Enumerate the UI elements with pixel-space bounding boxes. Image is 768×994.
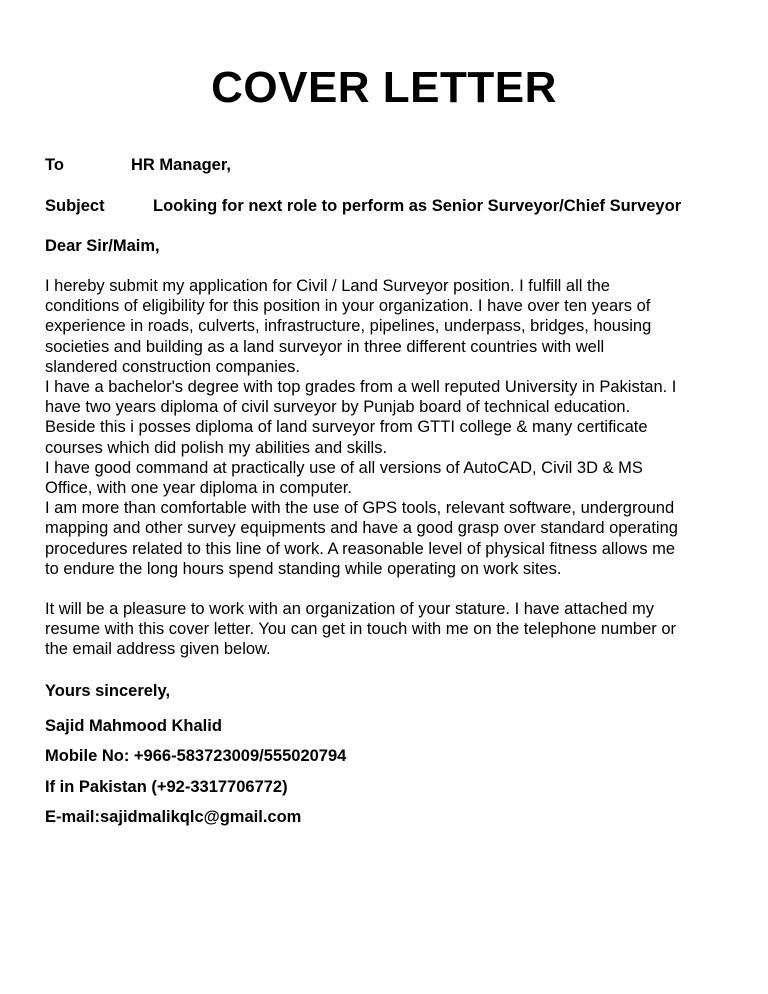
subject-line [45, 196, 681, 216]
to-line [45, 155, 231, 175]
body-line: Beside this i posses diploma of land surveyor from GTTI college & many certificate [45, 418, 648, 437]
body-line: the email address given below. [45, 640, 271, 659]
body-line: procedures related to this line of work. A reasonable level of physical fitness allows me [45, 539, 676, 558]
mobile-number: Mobile No: +966-583723009/555020794 [45, 747, 347, 765]
body-line: I am more than comfortable with the use of GPS tools, relevant software, underground [45, 499, 675, 518]
body-line: resume with this cover letter. You can get in touch with me on the telephone number or [45, 620, 677, 639]
body-line: I have good command at practically use of all versions of AutoCAD, Civil 3D & MS [45, 458, 643, 477]
to-label: To [45, 156, 64, 174]
document-title: COVER LETTER [211, 63, 557, 112]
body-line: Office, with one year diploma in computer. [45, 479, 352, 498]
salutation: Dear Sir/Maim, [45, 237, 160, 255]
body-line: mapping and other survey equipments and have a good grasp over standard operating [45, 519, 678, 538]
body-line: societies and building as a land surveyor in three different countries with well [45, 337, 605, 356]
to-recipient: HR Manager, [131, 156, 231, 174]
subject-label: Subject [45, 197, 105, 215]
pakistan-number: If in Pakistan (+92-3317706772) [45, 778, 288, 796]
subject-text: Looking for next role to perform as Senior Surveyor/Chief Surveyor [153, 197, 682, 215]
body-line: I have a bachelor's degree with top grades from a well reputed University in Pakistan. I [45, 378, 677, 397]
body-line: courses which did polish my abilities and skills. [45, 438, 388, 457]
body-paragraph-1 [45, 276, 735, 579]
closing: Yours sincerely, [45, 682, 171, 700]
body-line: I hereby submit my application for Civil / Land Surveyor position. I fulfill all the [45, 277, 610, 295]
body-line: conditions of eligibility for this position in your organization. I have over ten years of [45, 297, 651, 316]
body-line: experience in roads, culverts, infrastructure, pipelines, underpass, bridges, housing [45, 317, 652, 336]
body-line: slandered construction companies. [45, 357, 300, 376]
body-line: It will be a pleasure to work with an organization of your stature. I have attached my [45, 600, 654, 618]
body-line: have two years diploma of civil surveyor by Punjab board of technical education. [45, 398, 631, 417]
body-line: to endure the long hours spend standing while operating on work sites. [45, 559, 562, 578]
signature-name: Sajid Mahmood Khalid [45, 717, 222, 735]
body-paragraph-2 [45, 599, 735, 660]
email-address: E-mail:sajidmalikqlc@gmail.com [45, 808, 302, 826]
